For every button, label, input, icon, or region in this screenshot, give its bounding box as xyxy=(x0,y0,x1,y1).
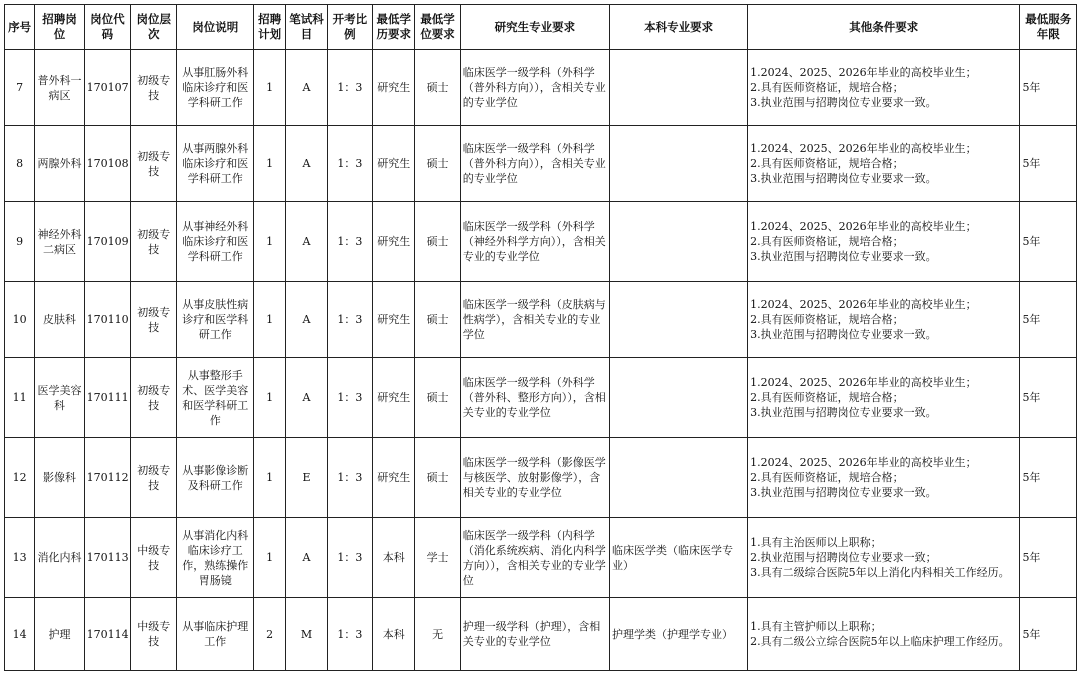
cell-no: 7 xyxy=(5,50,35,126)
cell-edu: 研究生 xyxy=(373,50,415,126)
cell-edu: 研究生 xyxy=(373,202,415,282)
cell-code: 170109 xyxy=(84,202,130,282)
column-header: 研究生专业要求 xyxy=(460,5,609,50)
cell-grad: 临床医学一级学科（外科学（普外科、整形方向）），含相关专业的专业学位 xyxy=(460,358,609,438)
table-row xyxy=(5,598,1077,671)
cell-post: 护理 xyxy=(35,598,84,671)
cell-post: 医学美容科 xyxy=(35,358,84,438)
table-row xyxy=(5,126,1077,202)
column-header: 笔试科目 xyxy=(286,5,327,50)
cell-degree: 无 xyxy=(415,598,460,671)
cell-edu: 研究生 xyxy=(373,282,415,358)
cell-exam: A xyxy=(286,518,327,598)
cell-plan: 1 xyxy=(254,50,286,126)
cell-code: 170107 xyxy=(84,50,130,126)
cell-degree: 硕士 xyxy=(415,358,460,438)
cell-desc: 从事两腺外科临床诊疗和医学科研工作 xyxy=(177,126,254,202)
column-header: 最低服务年限 xyxy=(1020,5,1077,50)
cell-other: 1.2024、2025、2026年毕业的高校毕业生； 2.具有医师资格证，规培合格； 3.执业范围与招聘岗位专业要求一致。 xyxy=(748,202,1020,282)
cell-ug xyxy=(610,126,748,202)
cell-ug xyxy=(610,282,748,358)
cell-years: 5年 xyxy=(1020,598,1077,671)
cell-degree: 学士 xyxy=(415,518,460,598)
column-header: 岗位说明 xyxy=(177,5,254,50)
cell-grad: 临床医学一级学科（外科学（普外科方向）），含相关专业的专业学位 xyxy=(460,126,609,202)
cell-post: 消化内科 xyxy=(35,518,84,598)
cell-desc: 从事皮肤性病诊疗和医学科研工作 xyxy=(177,282,254,358)
cell-desc: 从事肛肠外科临床诊疗和医学科研工作 xyxy=(177,50,254,126)
cell-level: 初级专技 xyxy=(131,126,177,202)
cell-level: 中级专技 xyxy=(131,518,177,598)
cell-level: 初级专技 xyxy=(131,358,177,438)
cell-ratio: 1：3 xyxy=(327,518,372,598)
cell-grad: 临床医学一级学科（皮肤病与性病学），含相关专业的专业学位 xyxy=(460,282,609,358)
cell-other: 1.具有主治医师以上职称； 2.执业范围与招聘岗位专业要求一致； 3.具有二级综合医院5年以上消化内科相关工作经历。 xyxy=(748,518,1020,598)
cell-plan: 2 xyxy=(254,598,286,671)
recruitment-table xyxy=(4,4,1077,671)
table-row xyxy=(5,518,1077,598)
cell-no: 11 xyxy=(5,358,35,438)
cell-exam: M xyxy=(286,598,327,671)
cell-years: 5年 xyxy=(1020,202,1077,282)
cell-level: 初级专技 xyxy=(131,282,177,358)
cell-other: 1.2024、2025、2026年毕业的高校毕业生； 2.具有医师资格证，规培合格； 3.执业范围与招聘岗位专业要求一致。 xyxy=(748,358,1020,438)
cell-desc: 从事临床护理工作 xyxy=(177,598,254,671)
cell-code: 170108 xyxy=(84,126,130,202)
cell-no: 8 xyxy=(5,126,35,202)
column-header: 其他条件要求 xyxy=(748,5,1020,50)
column-header: 岗位层次 xyxy=(131,5,177,50)
cell-ratio: 1：3 xyxy=(327,126,372,202)
cell-ug xyxy=(610,50,748,126)
cell-grad: 护理一级学科（护理），含相关专业的专业学位 xyxy=(460,598,609,671)
cell-exam: A xyxy=(286,282,327,358)
cell-edu: 研究生 xyxy=(373,126,415,202)
cell-desc: 从事影像诊断及科研工作 xyxy=(177,438,254,518)
table-row xyxy=(5,50,1077,126)
cell-desc: 从事消化内科临床诊疗工作，熟练操作胃肠镜 xyxy=(177,518,254,598)
cell-level: 中级专技 xyxy=(131,598,177,671)
cell-exam: E xyxy=(286,438,327,518)
cell-no: 14 xyxy=(5,598,35,671)
table-row xyxy=(5,358,1077,438)
table-row xyxy=(5,202,1077,282)
cell-ratio: 1：3 xyxy=(327,202,372,282)
cell-years: 5年 xyxy=(1020,282,1077,358)
cell-post: 影像科 xyxy=(35,438,84,518)
cell-desc: 从事神经外科临床诊疗和医学科研工作 xyxy=(177,202,254,282)
column-header: 序号 xyxy=(5,5,35,50)
cell-years: 5年 xyxy=(1020,438,1077,518)
cell-ug: 临床医学类（临床医学专业） xyxy=(610,518,748,598)
cell-other: 1.2024、2025、2026年毕业的高校毕业生； 2.具有医师资格证，规培合格； 3.执业范围与招聘岗位专业要求一致。 xyxy=(748,126,1020,202)
cell-post: 两腺外科 xyxy=(35,126,84,202)
cell-grad: 临床医学一级学科（外科学（普外科方向）），含相关专业的专业学位 xyxy=(460,50,609,126)
cell-code: 170112 xyxy=(84,438,130,518)
cell-code: 170114 xyxy=(84,598,130,671)
cell-post: 皮肤科 xyxy=(35,282,84,358)
cell-grad: 临床医学一级学科（外科学（神经外科学方向）），含相关专业的专业学位 xyxy=(460,202,609,282)
cell-edu: 本科 xyxy=(373,598,415,671)
cell-code: 170110 xyxy=(84,282,130,358)
cell-grad: 临床医学一级学科（内科学（消化系统疾病、消化内科学方向）），含相关专业的专业学位 xyxy=(460,518,609,598)
cell-exam: A xyxy=(286,202,327,282)
cell-exam: A xyxy=(286,50,327,126)
cell-ug xyxy=(610,438,748,518)
cell-post: 普外科一病区 xyxy=(35,50,84,126)
cell-ratio: 1：3 xyxy=(327,282,372,358)
cell-code: 170113 xyxy=(84,518,130,598)
cell-other: 1.2024、2025、2026年毕业的高校毕业生； 2.具有医师资格证，规培合格； 3.执业范围与招聘岗位专业要求一致。 xyxy=(748,282,1020,358)
cell-degree: 硕士 xyxy=(415,282,460,358)
cell-other: 1.具有主管护师以上职称； 2.具有二级公立综合医院5年以上临床护理工作经历。 xyxy=(748,598,1020,671)
cell-degree: 硕士 xyxy=(415,50,460,126)
cell-ug xyxy=(610,358,748,438)
cell-level: 初级专技 xyxy=(131,50,177,126)
cell-degree: 硕士 xyxy=(415,126,460,202)
cell-no: 9 xyxy=(5,202,35,282)
cell-years: 5年 xyxy=(1020,358,1077,438)
cell-level: 初级专技 xyxy=(131,202,177,282)
header-row xyxy=(5,5,1077,50)
column-header: 最低学历要求 xyxy=(373,5,415,50)
cell-degree: 硕士 xyxy=(415,202,460,282)
cell-exam: A xyxy=(286,126,327,202)
column-header: 开考比例 xyxy=(327,5,372,50)
cell-other: 1.2024、2025、2026年毕业的高校毕业生； 2.具有医师资格证，规培合格； 3.执业范围与招聘岗位专业要求一致。 xyxy=(748,438,1020,518)
column-header: 岗位代码 xyxy=(84,5,130,50)
cell-degree: 硕士 xyxy=(415,438,460,518)
cell-ratio: 1：3 xyxy=(327,358,372,438)
cell-grad: 临床医学一级学科（影像医学与核医学、放射影像学），含相关专业的专业学位 xyxy=(460,438,609,518)
cell-ug xyxy=(610,202,748,282)
cell-years: 5年 xyxy=(1020,50,1077,126)
cell-ug: 护理学类（护理学专业） xyxy=(610,598,748,671)
cell-plan: 1 xyxy=(254,358,286,438)
column-header: 最低学位要求 xyxy=(415,5,460,50)
table-row xyxy=(5,282,1077,358)
cell-ratio: 1：3 xyxy=(327,438,372,518)
cell-code: 170111 xyxy=(84,358,130,438)
cell-years: 5年 xyxy=(1020,518,1077,598)
table-row xyxy=(5,438,1077,518)
column-header: 招聘计划 xyxy=(254,5,286,50)
cell-plan: 1 xyxy=(254,438,286,518)
cell-edu: 研究生 xyxy=(373,358,415,438)
cell-post: 神经外科二病区 xyxy=(35,202,84,282)
cell-ratio: 1：3 xyxy=(327,598,372,671)
cell-plan: 1 xyxy=(254,518,286,598)
cell-plan: 1 xyxy=(254,202,286,282)
cell-years: 5年 xyxy=(1020,126,1077,202)
cell-no: 10 xyxy=(5,282,35,358)
cell-other: 1.2024、2025、2026年毕业的高校毕业生； 2.具有医师资格证，规培合格； 3.执业范围与招聘岗位专业要求一致。 xyxy=(748,50,1020,126)
cell-edu: 研究生 xyxy=(373,438,415,518)
column-header: 招聘岗位 xyxy=(35,5,84,50)
cell-no: 12 xyxy=(5,438,35,518)
cell-plan: 1 xyxy=(254,126,286,202)
cell-exam: A xyxy=(286,358,327,438)
cell-no: 13 xyxy=(5,518,35,598)
cell-edu: 本科 xyxy=(373,518,415,598)
cell-ratio: 1：3 xyxy=(327,50,372,126)
cell-level: 初级专技 xyxy=(131,438,177,518)
cell-plan: 1 xyxy=(254,282,286,358)
cell-desc: 从事整形手术、医学美容和医学科研工作 xyxy=(177,358,254,438)
column-header: 本科专业要求 xyxy=(610,5,748,50)
